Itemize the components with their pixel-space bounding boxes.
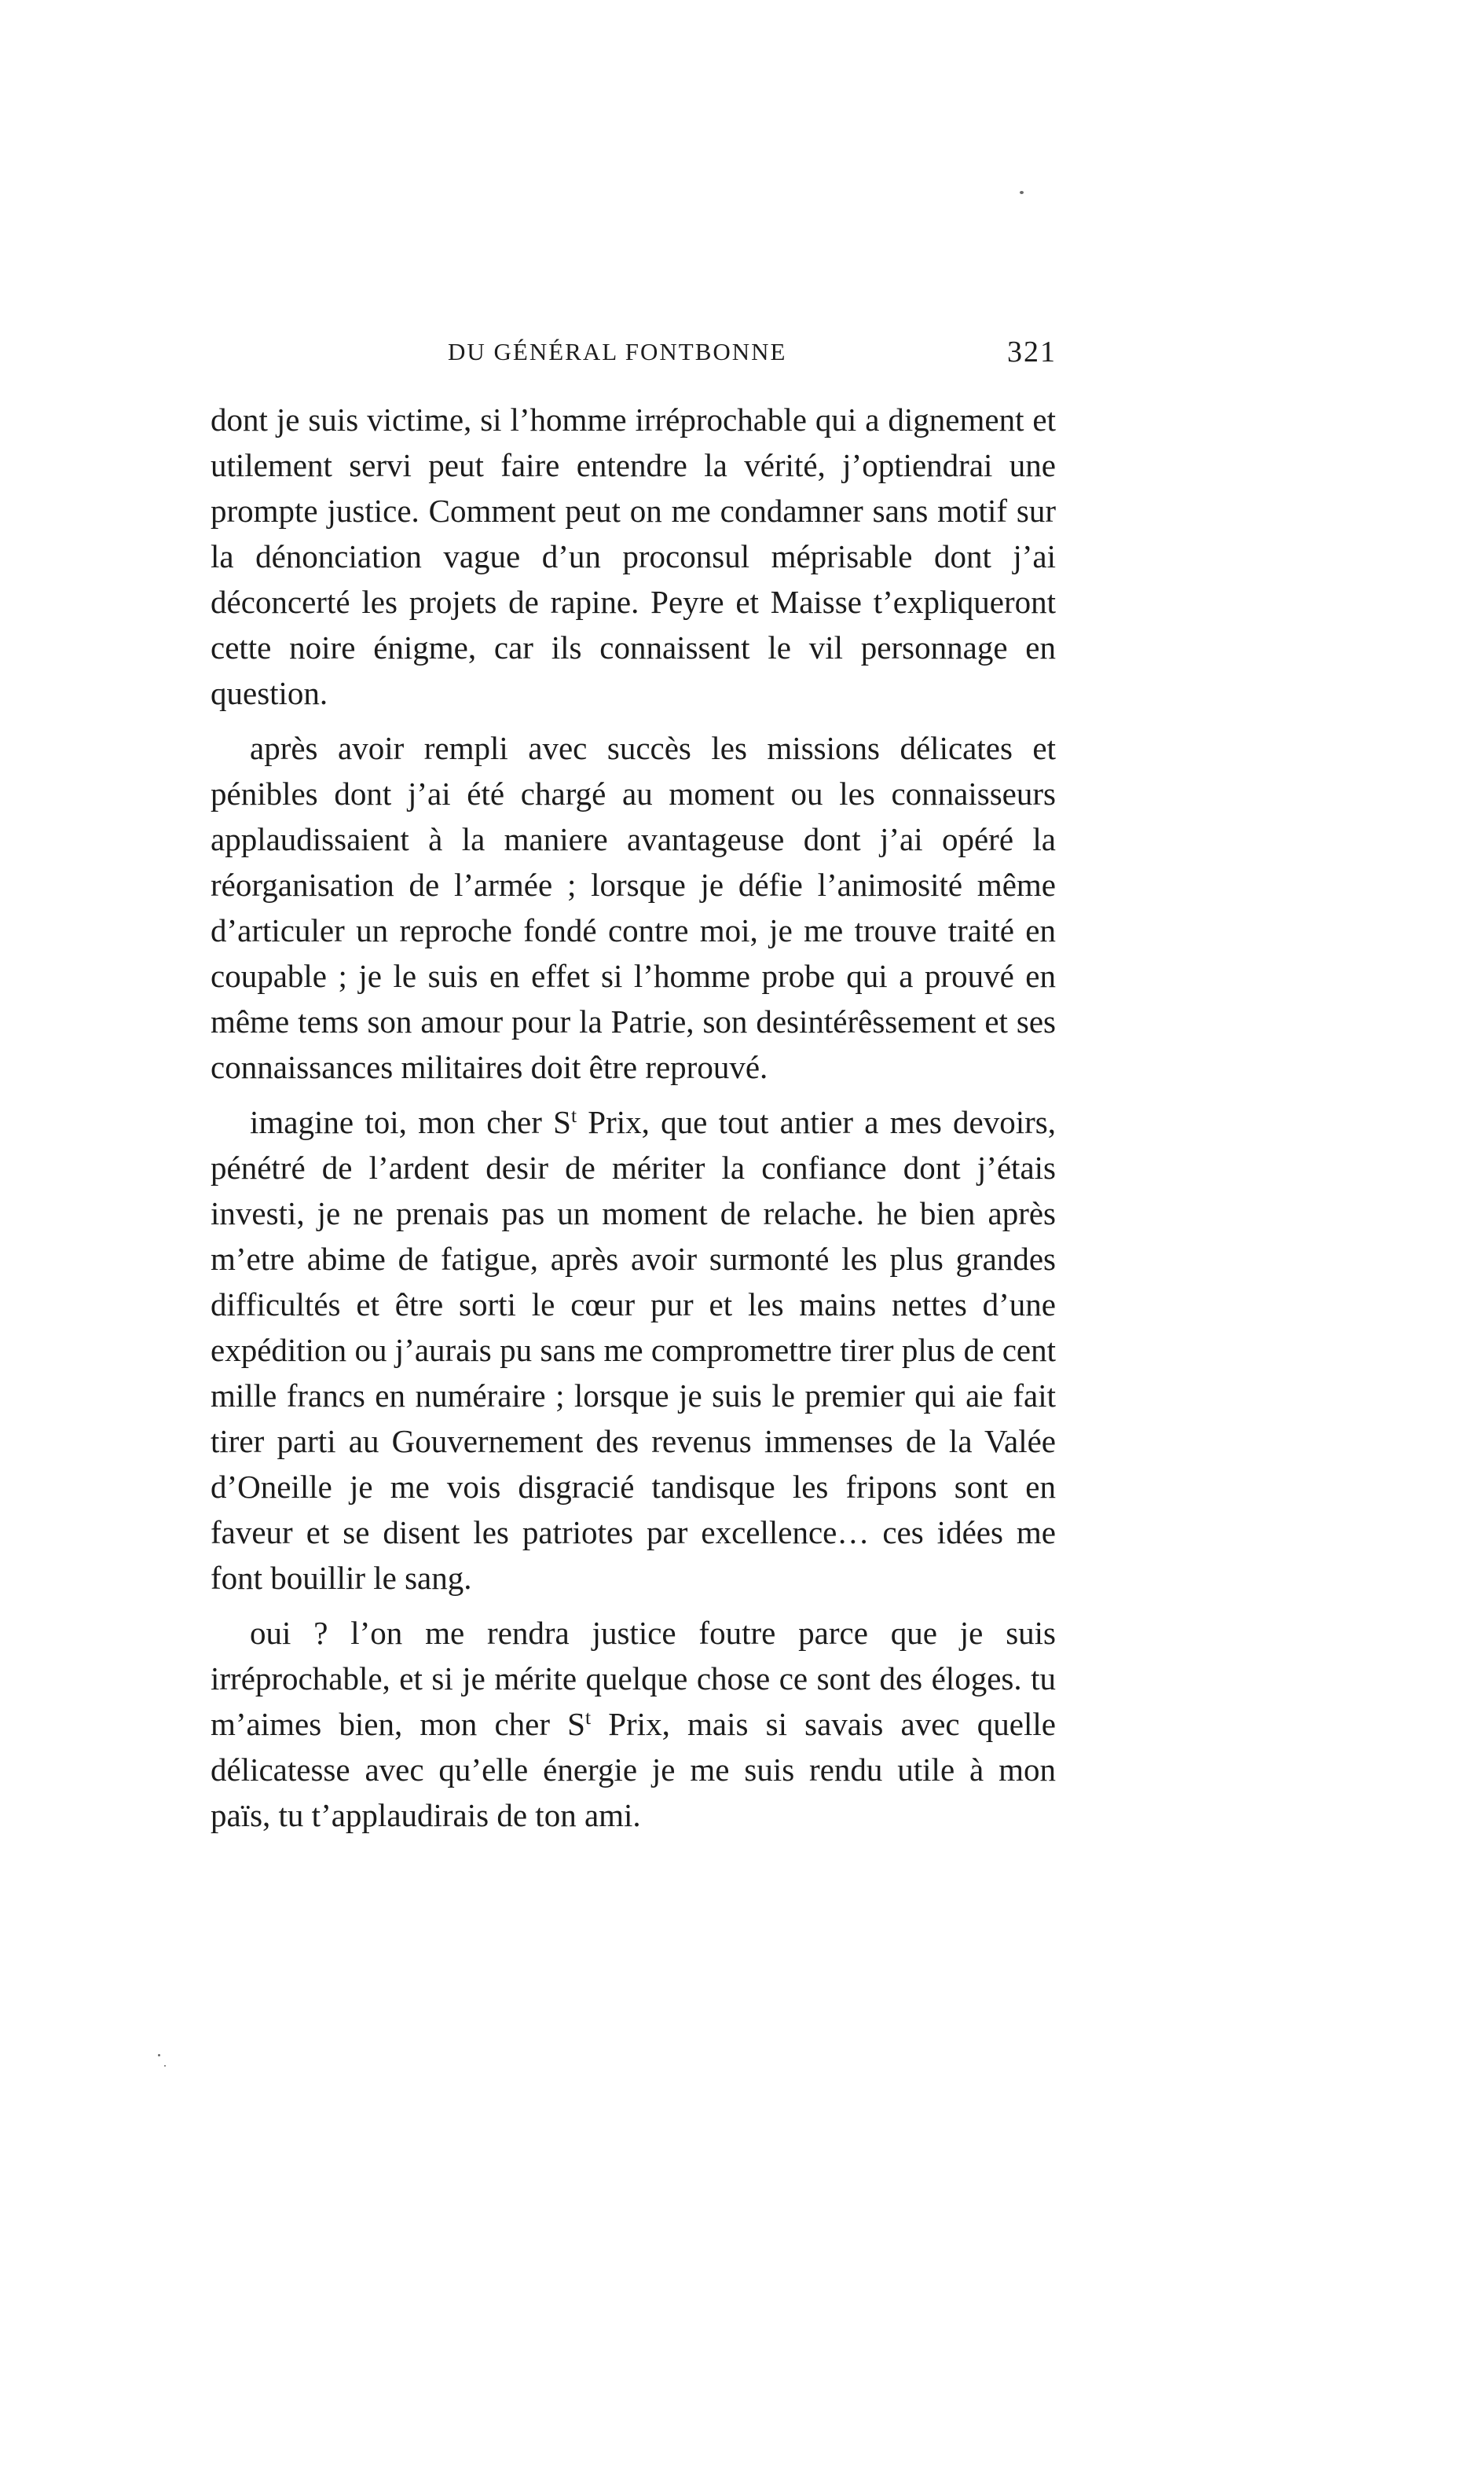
paragraph-text: Prix, mais si savais avec quelle délicatesse avec qu’elle énergie je me suis rendu utile à mon païs, tu t’applaudirais de ton ami. xyxy=(211,1706,1056,1833)
paragraph: dont je suis victime, si l’homme irréprochable qui a dignement et utilement servi peut faire entendre la vérité, j’optiendrai une prompte justice. Comment peut on me condamner sans motif sur la dénonciation vague d’un proconsul méprisable dont j’ai déconcerté les projets de rapine. Peyre et Maisse t’expliqueront cette noire énigme, car ils connaissent le vil personnage en question. xyxy=(211,402,1056,711)
superscript: t xyxy=(570,1105,577,1128)
page-number: 321 xyxy=(1007,336,1057,369)
paper-speck xyxy=(164,2065,166,2067)
paragraph xyxy=(211,1099,1056,1601)
body-text xyxy=(211,397,1056,1838)
paper-speck xyxy=(1020,191,1024,194)
running-header xyxy=(212,338,1057,385)
paragraph: après avoir rempli avec succès les missions délicates et pénibles dont j’ai été chargé au moment ou les connaisseurs applaudissaient à la maniere avantageuse dont j’ai opéré la réorganisation de l’armée ; lorsque je défie l’animosité même d’articuler un reproche fondé contre moi, je me trouve traité en coupable ; je le suis en effet si l’homme probe qui a prouvé en même tems son amour pour la Patrie, son desintérêssement et ses connaissances militaires doit être reprouvé. xyxy=(211,730,1056,1085)
paragraph-text: oui ? l’on me rendra justice foutre parce que je suis irréprochable, et si je mérite quelque chose ce sont des éloges. tu m’aimes bien, mon cher S xyxy=(211,1615,1056,1742)
paragraph xyxy=(211,1610,1056,1838)
running-title: DU GÉNÉRAL FONTBONNE xyxy=(448,338,787,365)
paragraph-text: Prix, que tout antier a mes devoirs, pénétré de l’ardent desir de mériter la confiance dont j’étais investi, je ne prenais pas un moment de relache. he bien après m’etre abime de fatigue, après avoir surmonté les plus grandes difficultés et être sorti le cœur pur et les mains nettes d’une expédition ou j’aurais pu sans me compromettre tirer plus de cent mille francs en numéraire ; lorsque je suis le premier qui aie fait tirer parti au Gouvernement des revenus immenses de la Valée d’Oneille je me vois disgracié tandisque les fripons sont en faveur et se disent les patriotes par excellence… ces idées me font bouillir le sang. xyxy=(211,1104,1056,1596)
superscript: t xyxy=(584,1707,592,1730)
paragraph-text: imagine toi, mon cher S xyxy=(250,1104,571,1140)
paper-speck xyxy=(158,2054,160,2056)
